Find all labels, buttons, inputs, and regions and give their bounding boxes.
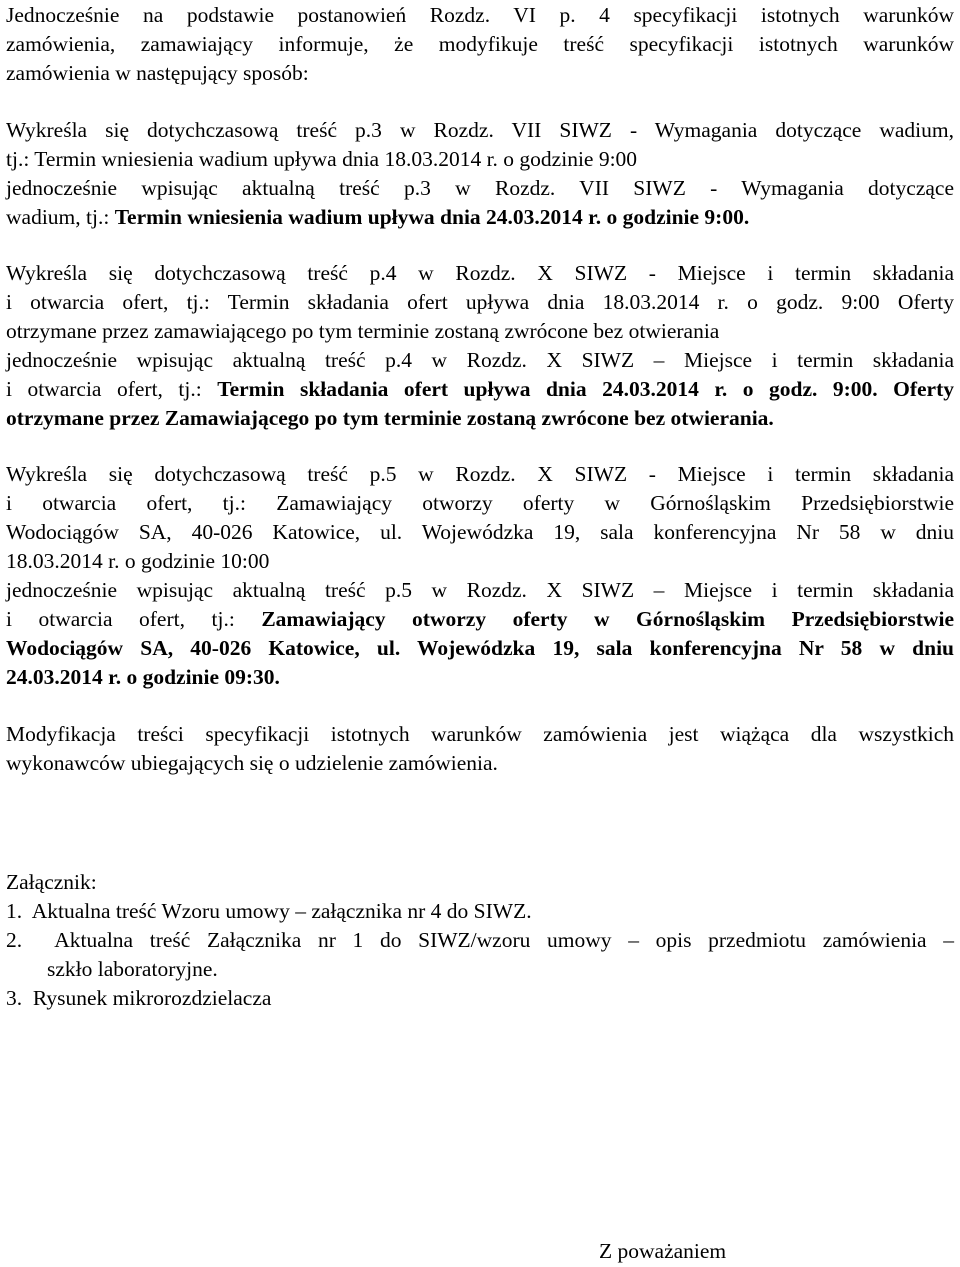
p3-line-5: jednocześnie wpisując aktualną treść p.5 w Rozdz. X SIWZ – Miejsce i termin składania xyxy=(6,578,954,602)
intro-line-2: zamówienia, zamawiający informuje, że modyfikuje treść specyfikacji istotnych warunków xyxy=(6,32,954,56)
p2-line-2: i otwarcia ofert, tj.: Termin składania ofert upływa dnia 18.03.2014 r. o godz. 9:00 Oferty xyxy=(6,290,954,314)
p1-line-4 xyxy=(6,204,749,230)
p3-line-1: Wykreśla się dotychczasową treść p.5 w Rozdz. X SIWZ - Miejsce i termin składania xyxy=(6,462,954,486)
intro-line-3: zamówienia w następujący sposób: xyxy=(6,61,309,85)
attachment-item-2-cont: szkło laboratoryjne. xyxy=(47,957,218,981)
p2-line-5-plain: i otwarcia ofert, tj.: xyxy=(6,377,218,401)
attachments-heading: Załącznik: xyxy=(6,870,97,894)
p2-line-1: Wykreśla się dotychczasową treść p.4 w Rozdz. X SIWZ - Miejsce i termin składania xyxy=(6,261,954,285)
p2-line-3: otrzymane przez zamawiającego po tym terminie zostaną zwrócone bez otwierania xyxy=(6,319,720,343)
p1-line-4-plain: wadium, tj.: xyxy=(6,205,115,229)
p2-line-5 xyxy=(6,376,954,402)
p1-line-1: Wykreśla się dotychczasową treść p.3 w Rozdz. VII SIWZ - Wymagania dotyczące wadium, xyxy=(6,118,954,142)
p2-line-5-bold: Termin składania ofert upływa dnia 24.03.2014 r. o godz. 9:00. Oferty xyxy=(217,377,954,401)
p1-line-4-bold: Termin wniesienia wadium upływa dnia 24.03.2014 r. o godzinie 9:00. xyxy=(114,205,750,229)
p4-line-2: wykonawców ubiegających się o udzielenie zamówienia. xyxy=(6,751,498,775)
attachment-item-2: 2. Aktualna treść Załącznika nr 1 do SIWZ/wzoru umowy – opis przedmiotu zamówienia – xyxy=(6,928,954,952)
signature-closing: Z poważaniem xyxy=(599,1239,727,1263)
attachment-item-3: 3. Rysunek mikrorozdzielacza xyxy=(6,986,272,1010)
p4-line-1: Modyfikacja treści specyfikacji istotnych warunków zamówienia jest wiążąca dla wszystkich xyxy=(6,722,954,746)
p3-line-4: 18.03.2014 r. o godzinie 10:00 xyxy=(6,549,270,573)
p1-line-2: tj.: Termin wniesienia wadium upływa dnia 18.03.2014 r. o godzinie 9:00 xyxy=(6,147,638,171)
p3-line-6-bold: Zamawiający otworzy oferty w Górnośląskim Przedsiębiorstwie xyxy=(261,607,954,631)
p3-line-7: Wodociągów SA, 40-026 Katowice, ul. Wojewódzka 19, sala konferencyjna Nr 58 w dniu xyxy=(6,636,954,660)
p3-line-6 xyxy=(6,606,954,632)
p3-line-6-plain: i otwarcia ofert, tj.: xyxy=(6,607,262,631)
attachment-item-1: 1. Aktualna treść Wzoru umowy – załącznika nr 4 do SIWZ. xyxy=(6,899,532,923)
p3-line-3: Wodociągów SA, 40-026 Katowice, ul. Wojewódzka 19, sala konferencyjna Nr 58 w dniu xyxy=(6,520,954,544)
p3-line-8: 24.03.2014 r. o godzinie 09:30. xyxy=(6,665,280,689)
intro-line-1: Jednocześnie na podstawie postanowień Rozdz. VI p. 4 specyfikacji istotnych warunków xyxy=(6,3,954,27)
p1-line-3: jednocześnie wpisując aktualną treść p.3 w Rozdz. VII SIWZ - Wymagania dotyczące xyxy=(6,176,954,200)
p2-line-6: otrzymane przez Zamawiającego po tym terminie zostaną zwrócone bez otwierania. xyxy=(6,406,774,430)
p3-line-2: i otwarcia ofert, tj.: Zamawiający otworzy oferty w Górnośląskim Przedsiębiorstwie xyxy=(6,491,954,515)
p2-line-4: jednocześnie wpisując aktualną treść p.4 w Rozdz. X SIWZ – Miejsce i termin składania xyxy=(6,348,954,372)
